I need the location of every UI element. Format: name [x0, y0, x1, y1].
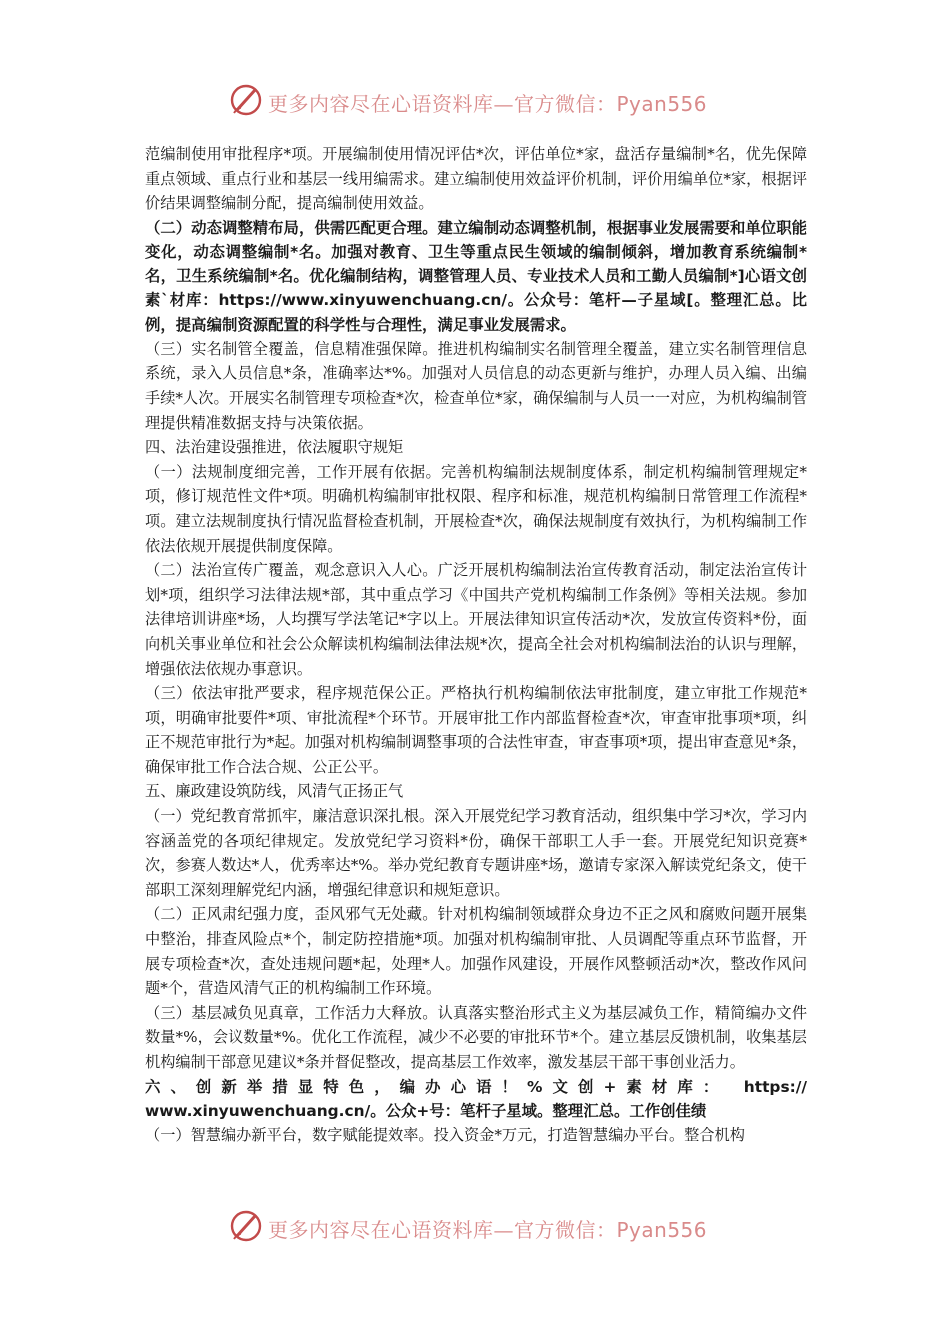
- section-heading-bold: [145, 1075, 807, 1099]
- heading-continuation: www.xinyuwenchuang.cn/。公众+号：笔杆子星域。整理汇总。工作创佳绩: [145, 1101, 707, 1120]
- banner-text: 更多内容尽在心语资料库—官方微信：Pyan556: [268, 92, 708, 116]
- paragraph: （二）法治宣传广覆盖，观念意识入人心。广泛开展机构编制法治宣传教育活动，制定法治宣传计划*项，组织学习法律法规*部，其中重点学习《中国共产党机构编制工作条例》等相关法规。参加法律培训讲座*场，人均撰写学法笔记*字以上。开展法律知识宣传活动*次，发放宣传资料*份，面向机关事业单位和社会公众解读机构编制法律法规*次，提高全社会对机构编制法治的认识与理解，增强依法依规办事意识。: [145, 561, 807, 678]
- paragraph: （一）法规制度细完善，工作开展有依据。完善机构编制法规制度体系，制定机构编制管理规定*项，修订规范性文件*项。明确机构编制审批权限、程序和标准，规范机构编制日常管理工作流程*项。建立法规制度执行情况监督检查机制，开展检查*次，确保法规制度有效执行，为机构编制工作依法依规开展提供制度保障。: [145, 462, 807, 555]
- paragraph: （二）正风肃纪强力度，歪风邪气无处藏。针对机构编制领域群众身边不正之风和腐败问题开展集中整治，排查风险点*个，制定防控措施*项。加强对机构编制审批、人员调配等重点环节监督，开展专项检查*次，查处违规问题*起，处理*人。加强作风建设，开展作风整顿活动*次，整改作风问题*个，营造风清气正的机构编制工作环境。: [145, 905, 807, 998]
- header-watermark-banner: [0, 82, 950, 122]
- paragraph: （三）实名制管全覆盖，信息精准强保障。推进机构编制实名制管理全覆盖，建立实名制管理信息系统，录入人员信息*条，准确率达*%。加强对人员信息的动态更新与维护，办理人员入编、出编手续*人次。开展实名制管理专项检查*次，检查单位*家，确保编制与人员一一对应，为机构编制管理提供精准数据支持与决策依据。: [145, 339, 807, 432]
- section-heading: 四、法治建设强推进，依法履职守规矩: [145, 438, 404, 457]
- heading-text: 六、创新举措显特色，编办心语！%文创+素材库：: [145, 1077, 729, 1096]
- document-body: [145, 142, 807, 1148]
- pen-logo-icon: [228, 82, 264, 118]
- pen-logo-icon: [228, 1208, 264, 1244]
- banner-handle: Pyan556: [616, 92, 708, 116]
- heading-url-part: https://: [743, 1077, 807, 1096]
- paragraph-bold-section: （二）动态调整精布局，供需匹配更合理。建立编制动态调整机制，根据事业发展需要和单位职能变化，动态调整编制*名。加强对教育、卫生等重点民生领域的编制倾斜，增加教育系统编制*名，卫生系统编制*名。优化编制结构，调整管理人员、专业技术人员和工勤人员编制*]心语文创素`材库：https://www.xinyuwenchuang.cn/。公众号：笔杆—子星域[。整理汇总。比例，提高编制资源配置的科学性与合理性，满足事业发展需求。: [145, 218, 807, 334]
- paragraph: （三）依法审批严要求，程序规范保公正。严格执行机构编制依法审批制度，建立审批工作规范*项，明确审批要件*项、审批流程*个环节。开展审批工作内部监督检查*次，审查审批事项*项，纠正不规范审批行为*起。加强对机构编制调整事项的合法性审查，审查事项*项，提出审查意见*条，确保审批工作合法合规、公正公平。: [145, 684, 807, 776]
- footer-watermark-banner: [0, 1208, 950, 1248]
- paragraph: 范编制使用审批程序*项。开展编制使用情况评估*次，评估单位*家，盘活存量编制*名，优先保障重点领域、重点行业和基层一线用编需求。建立编制使用效益评价机制，评价用编单位*家，根据评价结果调整编制分配，提高编制使用效益。: [145, 145, 807, 213]
- paragraph: （三）基层减负见真章，工作活力大释放。认真落实整治形式主义为基层减负工作，精简编办文件数量*%，会议数量*%。优化工作流程，减少不必要的审批环节*个。建立基层反馈机制，收集基层机构编制干部意见建议*条并督促整改，提高基层工作效率，激发基层干部干事创业活力。: [145, 1003, 807, 1072]
- paragraph: （一）党纪教育常抓牢，廉洁意识深扎根。深入开展党纪学习教育活动，组织集中学习*次，学习内容涵盖党的各项纪律规定。发放党纪学习资料*份，确保干部职工人手一套。开展党纪知识竞赛*次，参赛人数达*人，优秀率达*%。举办党纪教育专题讲座*场，邀请专家深入解读党纪条文，使干部职工深刻理解党纪内涵，增强纪律意识和规矩意识。: [145, 807, 807, 899]
- section-heading: 五、廉政建设筑防线，风清气正扬正气: [145, 782, 404, 801]
- banner-text: 更多内容尽在心语资料库—官方微信：Pyan556: [268, 1218, 708, 1242]
- banner-handle: Pyan556: [616, 1218, 708, 1242]
- paragraph: （一）智慧编办新平台，数字赋能提效率。投入资金*万元，打造智慧编办平台。整合机构: [145, 1126, 745, 1145]
